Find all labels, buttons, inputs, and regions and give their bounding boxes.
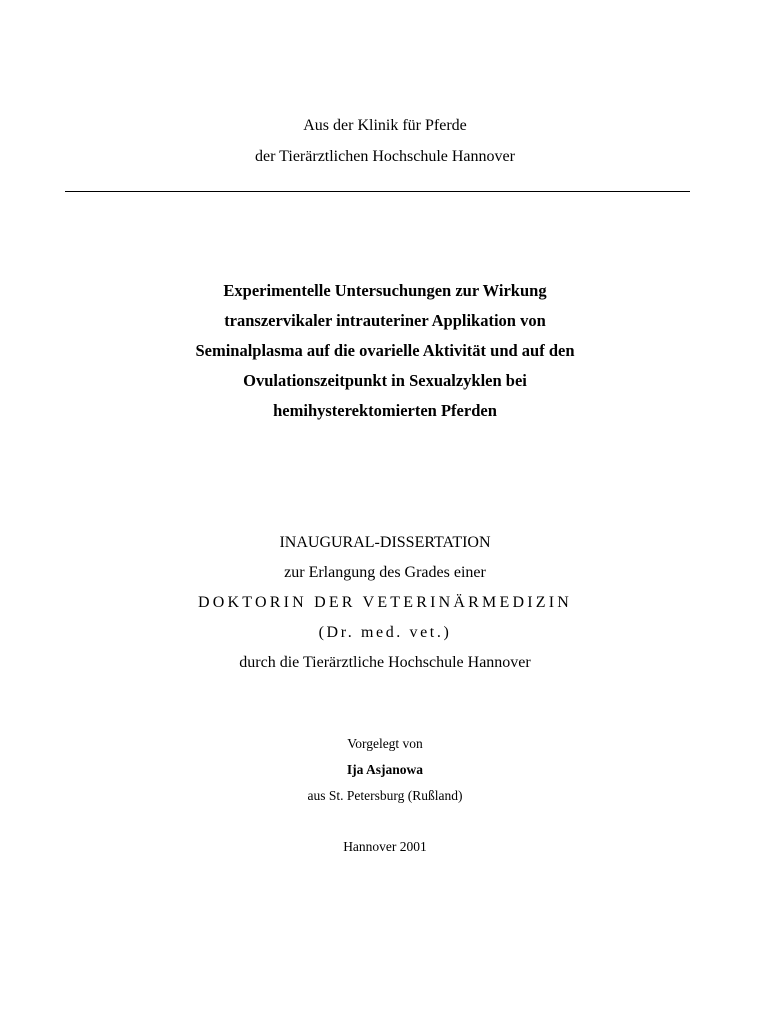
degree-abbreviation: (Dr. med. vet.)	[318, 624, 452, 641]
institution-line-2: der Tierärztlichen Hochschule Hannover	[255, 148, 515, 165]
presented-by: Vorgelegt von	[347, 736, 423, 751]
title-line-5: hemihysterektomierten Pferden	[273, 401, 497, 420]
place-year: Hannover 2001	[343, 839, 427, 854]
university-line: durch die Tierärztliche Hochschule Hannover	[239, 654, 531, 671]
dissertation-type: INAUGURAL-DISSERTATION	[279, 534, 491, 551]
title-line-2: transzervikaler intrauteriner Applikation von	[224, 311, 546, 330]
author-origin: aus St. Petersburg (Rußland)	[307, 788, 463, 803]
title-line-3: Seminalplasma auf die ovarielle Aktivität und auf den	[195, 341, 575, 360]
horizontal-rule	[65, 191, 690, 192]
author-name: Ija Asjanowa	[346, 762, 424, 777]
title-line-1: Experimentelle Untersuchungen zur Wirkung	[223, 281, 547, 300]
degree-title: DOKTORIN DER VETERINÄRMEDIZIN	[198, 594, 572, 611]
institution-line-1: Aus der Klinik für Pferde	[303, 117, 467, 134]
dissertation-purpose: zur Erlangung des Grades einer	[284, 564, 486, 581]
title-line-4: Ovulationszeitpunkt in Sexualzyklen bei	[243, 371, 527, 390]
